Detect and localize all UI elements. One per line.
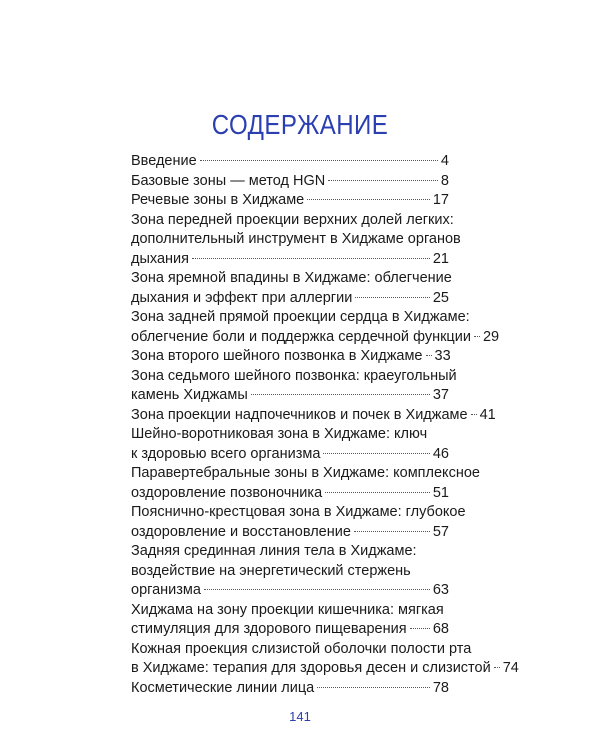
toc-entry-page: 29 bbox=[482, 328, 500, 345]
toc-entry-title: к здоровью всего организма bbox=[131, 445, 321, 462]
toc-entry-line: Пояснично-крестцовая зона в Хиджаме: глубокое bbox=[131, 504, 466, 520]
toc-entry bbox=[131, 211, 461, 270]
toc-entry-page: 17 bbox=[432, 192, 449, 208]
toc-entry-page: 63 bbox=[432, 582, 449, 598]
toc-entry bbox=[131, 152, 449, 172]
toc-entry-page: 37 bbox=[432, 387, 449, 403]
toc-entry-line: дополнительный инструмент в Хиджаме органов bbox=[131, 231, 461, 247]
toc-entry-line: Зона задней прямой проекции сердца в Хиджаме: bbox=[131, 309, 470, 325]
toc-entry-line bbox=[131, 523, 449, 543]
toc-entry-line: Паравертебральные зоны в Хиджаме: комплексное bbox=[131, 465, 480, 481]
toc-entry-page: 33 bbox=[434, 348, 451, 364]
toc-entry-page: 78 bbox=[432, 679, 449, 696]
toc-entry-title: Зона проекции надпочечников и почек в Хиджаме bbox=[131, 406, 468, 423]
toc-entry-title: облегчение боли и поддержка сердечной функции bbox=[131, 328, 471, 345]
dot-leader bbox=[323, 453, 429, 454]
toc-entry-title: дыхания bbox=[131, 250, 189, 267]
toc-entry-line bbox=[131, 172, 449, 192]
toc-entry-line bbox=[131, 445, 449, 465]
toc-entry-line bbox=[131, 152, 449, 172]
toc-entry bbox=[131, 503, 466, 542]
toc-entry bbox=[131, 679, 449, 699]
toc-entry-line bbox=[131, 250, 449, 270]
toc-entry-page: 74 bbox=[502, 660, 519, 676]
toc-entry bbox=[131, 347, 449, 367]
toc-entry bbox=[131, 425, 449, 464]
toc-entry-page: 25 bbox=[432, 289, 449, 306]
page-number: 141 bbox=[289, 709, 311, 724]
toc-entry bbox=[131, 308, 500, 347]
dot-leader bbox=[328, 180, 438, 181]
dot-leader bbox=[204, 589, 430, 590]
table-of-contents bbox=[131, 152, 519, 698]
toc-entry-line: воздействие на энергетический стержень bbox=[131, 562, 411, 579]
toc-entry-page: 51 bbox=[432, 484, 449, 501]
dot-leader bbox=[471, 414, 477, 415]
toc-entry-page: 21 bbox=[432, 250, 449, 267]
toc-entry-line bbox=[131, 386, 449, 406]
dot-leader bbox=[494, 667, 500, 668]
toc-entry-title: стимуляция для здорового пищеварения bbox=[131, 621, 407, 637]
toc-entry-title: Речевые зоны в Хиджаме bbox=[131, 192, 305, 208]
toc-entry-page: 68 bbox=[432, 621, 449, 637]
toc-entry-title: организма bbox=[131, 582, 201, 598]
toc-entry-line: Зона передней проекции верхних долей легких: bbox=[131, 211, 454, 228]
toc-entry-line bbox=[131, 659, 519, 679]
toc-entry-title: камень Хиджамы bbox=[131, 387, 248, 403]
toc-entry-line: Задняя срединная линия тела в Хиджаме: bbox=[131, 543, 417, 559]
toc-entry-line: Хиджама на зону проекции кишечника: мягкая bbox=[131, 601, 444, 618]
dot-leader bbox=[307, 199, 430, 200]
dot-leader bbox=[317, 687, 430, 688]
toc-entry-title: в Хиджаме: терапия для здоровья десен и слизистой bbox=[131, 660, 491, 676]
toc-entry-line bbox=[131, 484, 449, 504]
toc-entry-line bbox=[131, 406, 496, 426]
toc-entry-page: 41 bbox=[479, 406, 496, 423]
toc-entry-line: Зона яремной впадины в Хиджаме: облегчение bbox=[131, 270, 452, 286]
toc-entry-line: Кожная проекция слизистой оболочки полости рта bbox=[131, 640, 472, 657]
dot-leader bbox=[354, 531, 430, 532]
toc-entry-title: Введение bbox=[131, 153, 197, 169]
toc-entry-title: Косметические линии лица bbox=[131, 679, 315, 696]
toc-entry-page: 57 bbox=[432, 523, 449, 540]
toc-entry-line bbox=[131, 328, 500, 348]
dot-leader bbox=[200, 160, 438, 161]
toc-entry-title: оздоровление и восстановление bbox=[131, 523, 351, 540]
toc-entry bbox=[131, 269, 452, 308]
dot-leader bbox=[192, 258, 430, 259]
toc-entry bbox=[131, 406, 496, 426]
toc-entry-line bbox=[131, 679, 449, 699]
toc-entry bbox=[131, 601, 449, 640]
dot-leader bbox=[355, 297, 430, 298]
dot-leader bbox=[325, 492, 430, 493]
toc-entry-title: оздоровление позвоночника bbox=[131, 484, 323, 501]
toc-entry bbox=[131, 464, 480, 503]
toc-entry-page: 4 bbox=[440, 153, 449, 169]
dot-leader bbox=[426, 355, 432, 356]
toc-entry-line bbox=[131, 191, 449, 211]
toc-entry-line: Зона седьмого шейного позвонка: краеугольный bbox=[131, 367, 457, 384]
toc-entry bbox=[131, 172, 449, 192]
toc-entry-line bbox=[131, 289, 449, 309]
toc-entry-title: Зона второго шейного позвонка в Хиджаме bbox=[131, 348, 423, 364]
toc-entry-page: 8 bbox=[440, 172, 449, 189]
dot-leader bbox=[251, 394, 430, 395]
contents-heading: СОДЕРЖАНИЕ bbox=[211, 109, 389, 140]
dot-leader bbox=[410, 628, 430, 629]
toc-entry-line: Шейно-воротниковая зона в Хиджаме: ключ bbox=[131, 426, 428, 442]
toc-entry-title: дыхания и эффект при аллергии bbox=[131, 289, 353, 306]
toc-entry-title: Базовые зоны — метод HGN bbox=[131, 172, 326, 189]
toc-entry bbox=[131, 542, 449, 601]
toc-entry bbox=[131, 640, 519, 679]
toc-entry-line bbox=[131, 347, 449, 367]
toc-entry-line bbox=[131, 620, 449, 640]
toc-entry bbox=[131, 367, 457, 406]
toc-entry bbox=[131, 191, 449, 211]
dot-leader bbox=[474, 336, 480, 337]
toc-entry-line bbox=[131, 581, 449, 601]
toc-entry-page: 46 bbox=[432, 445, 449, 462]
